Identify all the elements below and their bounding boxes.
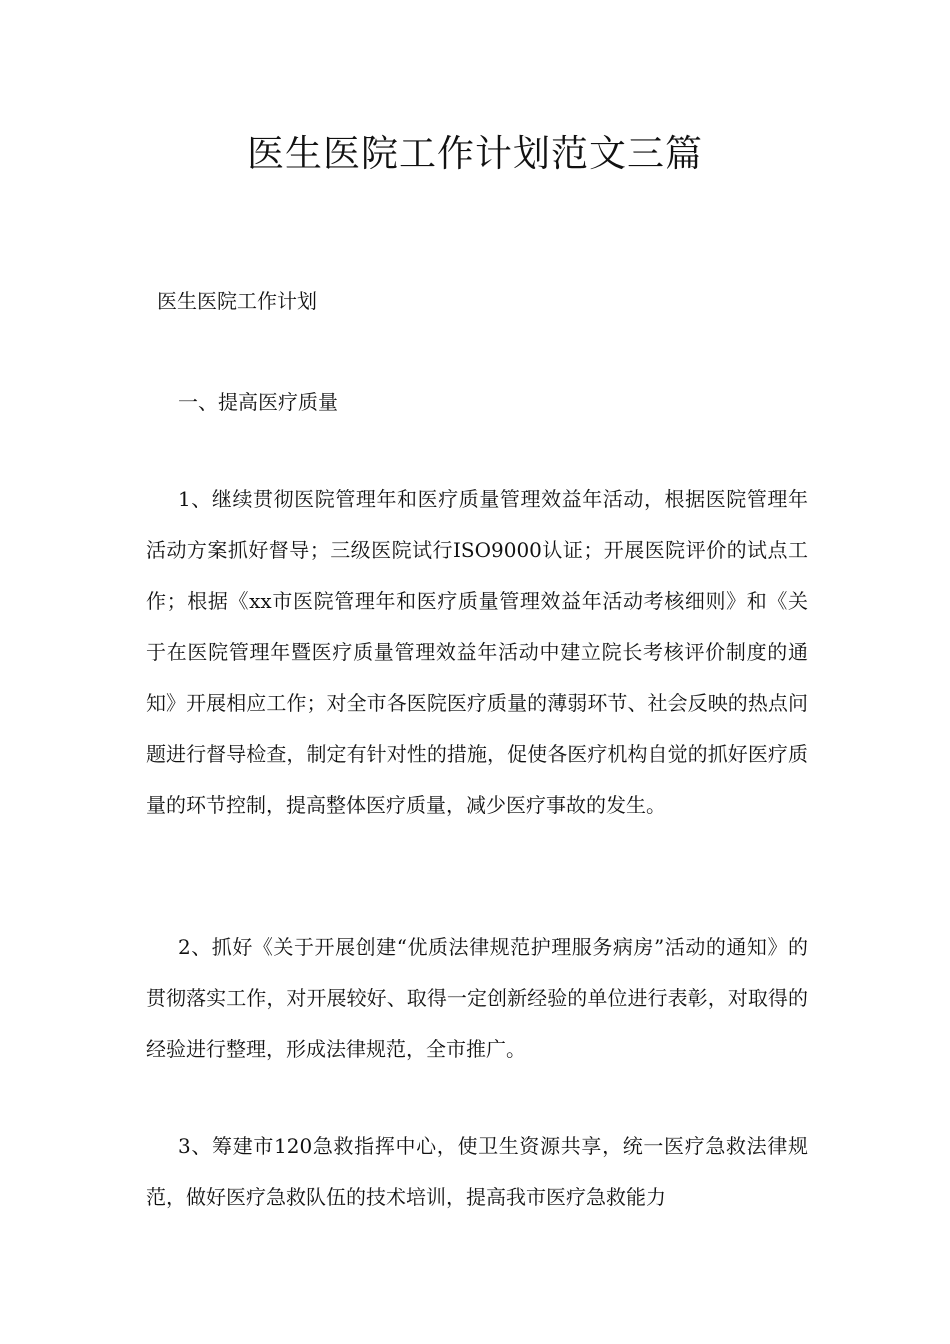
paragraph-1: 1、继续贯彻医院管理年和医疗质量管理效益年活动，根据医院管理年活动方案抓好督导；三级医院试行ISO9000认证；开展医院评价的试点工作；根据《xx市医院管理年和医疗质量管理效益年活动考核细则》和《关于在医院管理年暨医疗质量管理效益年活动中建立院长考核评价制度的通知》开展相应工作；对全市各医院医疗质量的薄弱环节、社会反映的热点问题进行督导检查，制定有针对性的措施，促使各医疗机构自觉的抓好医疗质量的环节控制，提高整体医疗质量，减少医疗事故的发生。: [146, 487, 808, 817]
paragraph-2: 2、抓好《关于开展创建“优质法律规范护理服务病房”活动的通知》的贯彻落实工作，对开展较好、取得一定创新经验的单位进行表彰，对取得的经验进行整理，形成法律规范，全市推广。: [146, 935, 808, 1061]
section-heading: 一、提高医疗质量: [178, 390, 338, 414]
paragraph-3: 3、筹建市120急救指挥中心，使卫生资源共享，统一医疗急救法律规范，做好医疗急救队伍的技术培训，提高我市医疗急救能力: [146, 1134, 808, 1209]
document-subtitle: 医生医院工作计划: [157, 289, 317, 313]
document-title: 医生医院工作计划范文三篇: [247, 132, 703, 175]
